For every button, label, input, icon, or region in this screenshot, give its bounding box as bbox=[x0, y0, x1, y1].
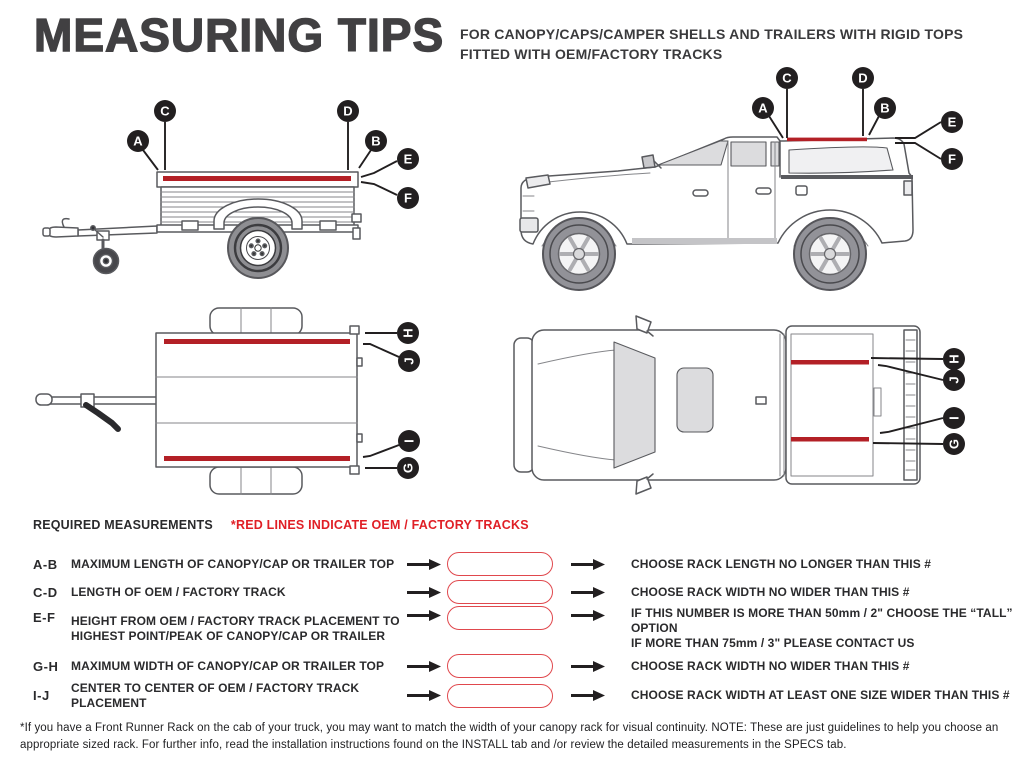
measurement-input-pill[interactable] bbox=[447, 552, 553, 576]
callout-f bbox=[941, 148, 963, 170]
page-title: MEASURING TIPS bbox=[34, 9, 445, 61]
leader-lines bbox=[363, 333, 399, 468]
callout-d bbox=[852, 67, 874, 89]
callout-b bbox=[874, 97, 896, 119]
svg-text:G: G bbox=[946, 438, 962, 450]
legend-heading: REQUIRED MEASUREMENTS bbox=[33, 518, 213, 532]
footnote: *If you have a Front Runner Rack on the cab of your truck, you may want to match the width of your canopy rack for visual continuity. NOTE: These are just guidelines to help you choose an appropriate sized rack. For further info, read the installation instructions found on the INSTALL tab and /or review the detailed measurements in the SPECS tab. bbox=[20, 722, 999, 752]
measurement-input-pill-wrap bbox=[447, 654, 559, 678]
svg-text:E: E bbox=[403, 151, 413, 167]
trailer-side-view-diagram bbox=[20, 90, 460, 300]
svg-text:B: B bbox=[371, 133, 381, 149]
callout-d bbox=[337, 100, 359, 122]
measurement-input-pill-wrap bbox=[447, 552, 559, 576]
truck-top-view-diagram bbox=[490, 300, 1014, 510]
svg-text:E: E bbox=[947, 114, 957, 130]
svg-text:C: C bbox=[782, 70, 792, 86]
page-subtitle bbox=[460, 24, 963, 65]
row-description-line-1: HEIGHT FROM OEM / FACTORY TRACK PLACEMENT TO bbox=[71, 613, 400, 628]
callout-e bbox=[397, 148, 419, 170]
row-instruction-line-1: IF THIS NUMBER IS MORE THAN 50mm / 2" CHOOSE THE “TALL” OPTION bbox=[631, 606, 1013, 635]
svg-text:F: F bbox=[404, 190, 412, 206]
truck-top-line-art bbox=[514, 316, 920, 494]
measurement-row-cd bbox=[33, 578, 1013, 606]
measurement-input-pill[interactable] bbox=[447, 684, 553, 708]
svg-text:C: C bbox=[160, 103, 170, 119]
callout-e bbox=[941, 111, 963, 133]
truck-side-line-art bbox=[520, 137, 913, 290]
row-key: E-F bbox=[33, 610, 56, 625]
callout-g bbox=[397, 457, 419, 479]
legend bbox=[33, 518, 529, 532]
svg-text:J: J bbox=[946, 376, 962, 384]
callout-b bbox=[365, 130, 387, 152]
row-instruction bbox=[617, 606, 1013, 651]
row-instruction: CHOOSE RACK WIDTH NO WIDER THAN THIS # bbox=[631, 658, 910, 673]
measurement-input-pill-wrap bbox=[447, 580, 559, 604]
row-key: A-B bbox=[33, 556, 58, 572]
oem-track-line bbox=[787, 138, 867, 142]
trailer-side-line-art bbox=[43, 172, 361, 278]
flow-arrow-icon bbox=[407, 690, 447, 701]
oem-track-line bbox=[791, 437, 869, 442]
svg-text:A: A bbox=[758, 100, 768, 116]
svg-text:A: A bbox=[133, 133, 143, 149]
measurement-row-ab bbox=[33, 550, 1013, 578]
callout-j bbox=[943, 369, 965, 391]
svg-text:I: I bbox=[946, 416, 962, 420]
callout-h bbox=[943, 348, 965, 370]
measurement-input-pill[interactable] bbox=[447, 606, 553, 630]
flow-arrow-icon bbox=[559, 661, 617, 672]
svg-text:H: H bbox=[946, 354, 962, 364]
subtitle-line-2: FITTED WITH OEM/FACTORY TRACKS bbox=[460, 46, 723, 63]
row-description-line-2: HIGHEST POINT/PEAK OF CANOPY/CAP OR TRAILER bbox=[71, 628, 386, 643]
oem-track-line bbox=[163, 176, 351, 181]
measurement-input-pill-wrap bbox=[447, 606, 559, 630]
row-instruction: CHOOSE RACK WIDTH AT LEAST ONE SIZE WIDER THAN THIS # bbox=[631, 688, 1010, 703]
row-key: I-J bbox=[33, 688, 50, 704]
row-description: CENTER TO CENTER OF OEM / FACTORY TRACK PLACEMENT bbox=[71, 681, 360, 710]
row-description: LENGTH OF OEM / FACTORY TRACK bbox=[71, 584, 286, 599]
measurement-row-ef bbox=[33, 606, 1013, 651]
trailer-top-view-diagram bbox=[20, 300, 460, 510]
trailer-top-line-art bbox=[36, 308, 362, 494]
row-instruction: CHOOSE RACK WIDTH NO WIDER THAN THIS # bbox=[631, 584, 910, 599]
measurement-input-pill-wrap bbox=[447, 684, 559, 708]
row-key: G-H bbox=[33, 658, 59, 674]
callout-g bbox=[943, 433, 965, 455]
flow-arrow-icon bbox=[559, 587, 617, 598]
svg-text:H: H bbox=[400, 328, 416, 338]
subtitle-line-1: FOR CANOPY/CAPS/CAMPER SHELLS AND TRAILERS WITH RIGID TOPS bbox=[460, 26, 964, 42]
measurement-row-gh bbox=[33, 651, 1013, 681]
trailer-wheel bbox=[228, 218, 288, 278]
callout-f bbox=[397, 187, 419, 209]
row-instruction: CHOOSE RACK LENGTH NO LONGER THAN THIS # bbox=[631, 556, 932, 571]
row-key: C-D bbox=[33, 584, 58, 600]
flow-arrow-icon bbox=[407, 606, 447, 621]
svg-text:B: B bbox=[880, 100, 890, 116]
callout-i bbox=[398, 430, 420, 452]
measurement-input-pill[interactable] bbox=[447, 654, 553, 678]
callout-j bbox=[398, 350, 420, 372]
callout-i bbox=[943, 407, 965, 429]
svg-text:I: I bbox=[401, 439, 417, 443]
oem-track-line bbox=[164, 456, 350, 461]
flow-arrow-icon bbox=[407, 587, 447, 598]
flow-arrow-icon bbox=[407, 661, 447, 672]
svg-text:F: F bbox=[948, 151, 956, 167]
row-description: MAXIMUM WIDTH OF CANOPY/CAP OR TRAILER TOP bbox=[71, 658, 385, 673]
legend-red-note: *RED LINES INDICATE OEM / FACTORY TRACKS bbox=[230, 518, 529, 532]
oem-track-line bbox=[791, 360, 869, 365]
row-description: MAXIMUM LENGTH OF CANOPY/CAP OR TRAILER TOP bbox=[71, 556, 395, 571]
flow-arrow-icon bbox=[559, 606, 617, 621]
callout-c bbox=[154, 100, 176, 122]
svg-text:J: J bbox=[401, 357, 417, 365]
callout-h bbox=[397, 322, 419, 344]
callout-a bbox=[127, 130, 149, 152]
measurement-input-pill[interactable] bbox=[447, 580, 553, 604]
callout-a bbox=[752, 97, 774, 119]
measurement-row-ij bbox=[33, 681, 1013, 710]
flow-arrow-icon bbox=[407, 559, 447, 570]
callout-c bbox=[776, 67, 798, 89]
svg-text:D: D bbox=[858, 70, 868, 86]
flow-arrow-icon bbox=[559, 690, 617, 701]
oem-track-line bbox=[164, 339, 350, 344]
svg-text:G: G bbox=[400, 462, 416, 474]
row-instruction-line-2: IF MORE THAN 75mm / 3" PLEASE CONTACT US bbox=[631, 636, 915, 650]
svg-text:D: D bbox=[343, 103, 353, 119]
measurement-table bbox=[33, 550, 1013, 710]
row-description bbox=[71, 614, 407, 643]
truck-side-view-diagram bbox=[490, 60, 1014, 302]
flow-arrow-icon bbox=[559, 559, 617, 570]
